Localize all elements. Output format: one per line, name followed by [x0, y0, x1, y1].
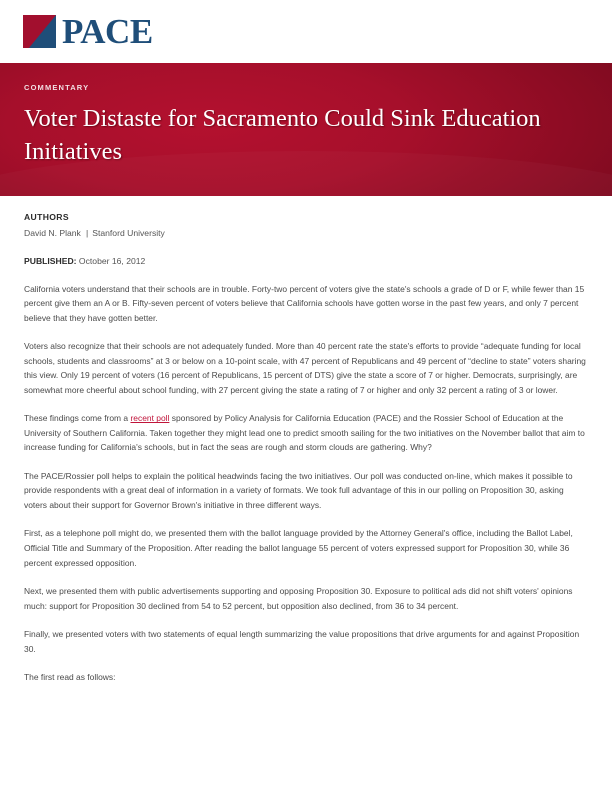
body-paragraph: Finally, we presented voters with two statements of equal length summarizing the value propositions that drive arguments for and against Proposition 30. [24, 629, 580, 654]
body-paragraph [24, 411, 588, 455]
published-line [24, 256, 588, 266]
body-paragraph: Next, we presented them with public advertisements supporting and opposing Proposition 30. Exposure to political ads did not shift voters' opinions much: support for Proposition 30 declined from 54 to 52 percent, but opposition also declined, from 36 to 34 percent. [24, 586, 573, 611]
author-affiliation-group [86, 227, 165, 241]
article-metadata [24, 212, 588, 266]
article-category-label: COMMENTARY [24, 83, 90, 92]
author-entry [24, 227, 588, 241]
article-hero-banner [0, 63, 612, 196]
author-name[interactable]: David N. Plank [24, 228, 81, 238]
article-body [24, 282, 588, 685]
page-title: Voter Distaste for Sacramento Could Sink Education Initiatives [24, 105, 541, 165]
paragraph-lead-text: These findings come from a [24, 413, 131, 424]
body-paragraph: First, as a telephone poll might do, we presented them with the ballot language provided by the Attorney General's office, including the Ballot Label, Official Title and Summary of the Proposition. After reading the ballot language 55 percent of voters expressed support for Proposition 30, while 36 percent expressed opposition. [24, 528, 573, 568]
recent-poll-link[interactable]: recent poll [130, 413, 170, 424]
body-paragraph: Voters also recognize that their schools are not adequately funded. More than 40 percent rate the state's efforts to provide “adequate funding for local schools, students and classrooms” at 3 or below on a 10-point scale, with 47 percent of Republicans and 49 percent of “decline to state” voters sharing this view. Only 19 percent of voters (16 percent of Republicans, 15 percent of DTS) give the state a score of 7 or higher. Democrats, surprisingly, are somewhat more cheerful about school funding, with 27 percent giving the state a rating of 7 or higher and only 32 percent a rating of 3 or lower. [24, 341, 586, 395]
authors-label: AUTHORS [24, 212, 69, 222]
pace-logo[interactable] [23, 14, 153, 49]
body-paragraph: The first read as follows: [24, 672, 116, 683]
author-affiliation: Stanford University [92, 228, 165, 238]
author-separator: | [86, 228, 89, 238]
body-paragraph: California voters understand that their schools are in trouble. Forty-two percent of voters give the state's schools a grade of D or F, while fewer than 15 percent give them an A or B. Fifty-seven percent of voters believe that California schools have gotten worse in the past few years, and only 7 percent believe that they have gotten better. [24, 283, 585, 323]
site-header [0, 0, 612, 63]
published-date: October 16, 2012 [78, 255, 146, 266]
published-label: PUBLISHED: [24, 255, 77, 266]
article-content [0, 196, 612, 685]
pace-logo-mark-icon [23, 15, 56, 48]
paragraph-tail-text: sponsored by Policy Analysis for California Education (PACE) and the Rossier School of Education at the University of Southern California. Taken together they might lead one to predict smooth sailing for the two initiatives on the November ballot that aim to increase funding for California's schools, but in fact the seas are rough and storm clouds are gathering. Why? [24, 413, 585, 453]
body-paragraph: The PACE/Rossier poll helps to explain the political headwinds facing the two initiatives. Our poll was conducted on-line, which makes it possible to provide respondents with a great deal of information in a variety of formats. We took full advantage of this in our polling on Proposition 30, asking voters about their support for Governor Brown's initiative in three different ways. [24, 470, 573, 510]
pace-logo-wordmark: PACE [62, 12, 153, 51]
